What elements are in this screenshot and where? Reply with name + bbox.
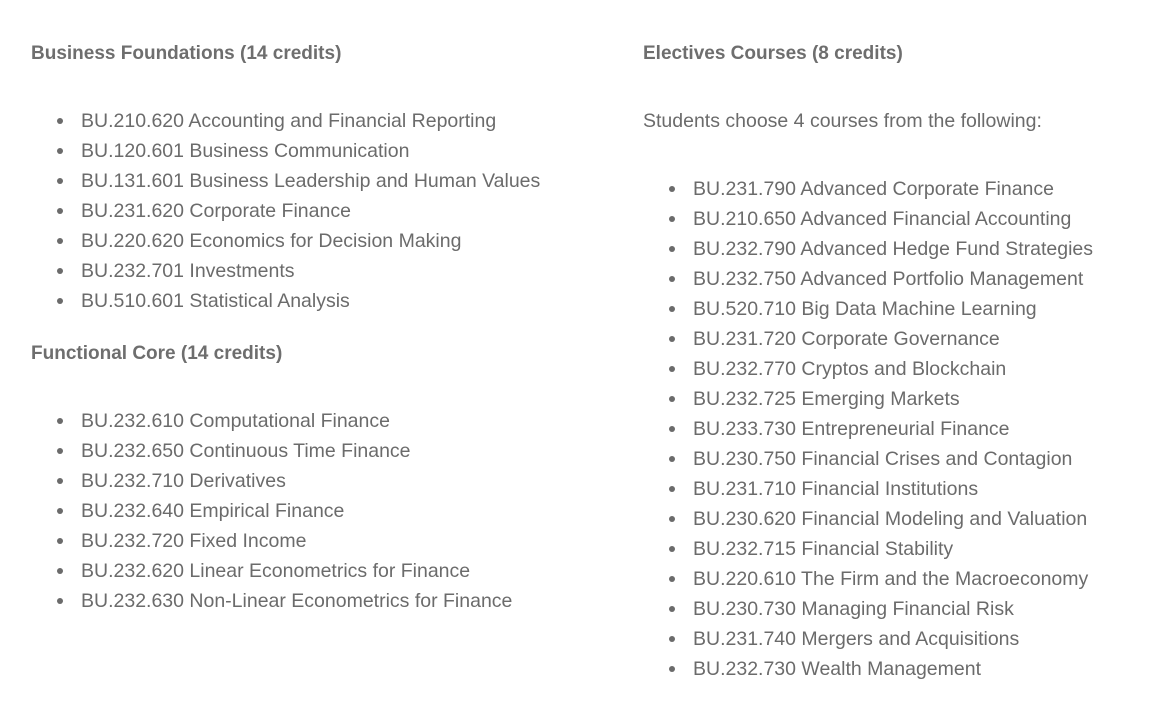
bullet-icon: [669, 336, 675, 342]
course-label: BU.231.790 Advanced Corporate Finance: [693, 178, 1054, 200]
bullet-icon: [669, 216, 675, 222]
bullet-icon: [669, 366, 675, 372]
course-item: [643, 354, 1093, 384]
course-label: BU.232.620 Linear Econometrics for Finance: [81, 560, 471, 582]
course-label: BU.232.790 Advanced Hedge Fund Strategies: [693, 238, 1094, 260]
course-label: BU.231.720 Corporate Governance: [693, 328, 1000, 350]
bullet-icon: [669, 666, 675, 672]
bullet-icon: [669, 396, 675, 402]
course-label: BU.232.720 Fixed Income: [81, 530, 307, 552]
course-item: [31, 106, 540, 136]
bullet-icon: [669, 576, 675, 582]
course-label: BU.233.730 Entrepreneurial Finance: [693, 418, 1010, 440]
bullet-icon: [57, 418, 63, 424]
course-label: BU.232.630 Non-Linear Econometrics for Finance: [81, 590, 513, 612]
bullet-icon: [669, 246, 675, 252]
bullet-icon: [669, 486, 675, 492]
course-label: BU.120.601 Business Communication: [81, 140, 410, 162]
course-item: [643, 294, 1093, 324]
course-item: [643, 264, 1093, 294]
functional-core-list: [31, 406, 512, 616]
course-item: [643, 504, 1093, 534]
course-item: [643, 324, 1093, 354]
course-label: BU.230.620 Financial Modeling and Valuation: [693, 508, 1088, 530]
course-label: BU.232.730 Wealth Management: [693, 658, 981, 680]
course-item: [31, 526, 512, 556]
bullet-icon: [669, 276, 675, 282]
bullet-icon: [57, 268, 63, 274]
course-label: BU.232.770 Cryptos and Blockchain: [693, 358, 1007, 380]
course-item: [643, 564, 1093, 594]
bullet-icon: [57, 508, 63, 514]
electives-intro: Students choose 4 courses from the following:: [643, 110, 1042, 132]
bullet-icon: [669, 186, 675, 192]
bullet-icon: [669, 636, 675, 642]
bullet-icon: [669, 546, 675, 552]
course-item: [31, 496, 512, 526]
functional-core-heading: Functional Core (14 credits): [31, 343, 283, 364]
bullet-icon: [669, 426, 675, 432]
course-label: BU.232.715 Financial Stability: [693, 538, 954, 560]
course-item: [31, 256, 540, 286]
course-label: BU.230.730 Managing Financial Risk: [693, 598, 1014, 620]
course-item: [643, 534, 1093, 564]
course-label: BU.210.650 Advanced Financial Accounting: [693, 208, 1072, 230]
electives-heading: Electives Courses (8 credits): [643, 43, 903, 64]
course-label: BU.232.701 Investments: [81, 260, 295, 282]
bullet-icon: [57, 148, 63, 154]
course-item: [31, 406, 512, 436]
course-item: [31, 556, 512, 586]
course-label: BU.231.740 Mergers and Acquisitions: [693, 628, 1020, 650]
electives-list: [643, 174, 1093, 684]
course-item: [643, 654, 1093, 684]
bullet-icon: [669, 456, 675, 462]
course-label: BU.232.610 Computational Finance: [81, 410, 390, 432]
course-label: BU.232.650 Continuous Time Finance: [81, 440, 411, 462]
bullet-icon: [57, 598, 63, 604]
course-item: [31, 286, 540, 316]
course-label: BU.510.601 Statistical Analysis: [81, 290, 350, 312]
bullet-icon: [57, 538, 63, 544]
course-label: BU.232.710 Derivatives: [81, 470, 286, 492]
business-foundations-list: [31, 106, 540, 316]
course-label: BU.220.610 The Firm and the Macroeconomy: [693, 568, 1089, 590]
course-label: BU.231.710 Financial Institutions: [693, 478, 979, 500]
course-item: [31, 586, 512, 616]
course-item: [643, 204, 1093, 234]
course-item: [31, 196, 540, 226]
course-label: BU.210.620 Accounting and Financial Reporting: [81, 110, 497, 132]
course-label: BU.232.725 Emerging Markets: [693, 388, 960, 410]
bullet-icon: [57, 448, 63, 454]
course-item: [31, 226, 540, 256]
course-item: [643, 594, 1093, 624]
bullet-icon: [57, 208, 63, 214]
course-item: [643, 384, 1093, 414]
course-label: BU.131.601 Business Leadership and Human Values: [81, 170, 541, 192]
course-label: BU.232.750 Advanced Portfolio Management: [693, 268, 1084, 290]
bullet-icon: [669, 516, 675, 522]
course-item: [31, 466, 512, 496]
course-label: BU.520.710 Big Data Machine Learning: [693, 298, 1037, 320]
bullet-icon: [57, 178, 63, 184]
course-item: [643, 174, 1093, 204]
bullet-icon: [57, 478, 63, 484]
course-label: BU.232.640 Empirical Finance: [81, 500, 345, 522]
course-item: [643, 414, 1093, 444]
bullet-icon: [669, 306, 675, 312]
bullet-icon: [669, 606, 675, 612]
course-label: BU.220.620 Economics for Decision Making: [81, 230, 462, 252]
course-item: [643, 474, 1093, 504]
bullet-icon: [57, 298, 63, 304]
course-label: BU.230.750 Financial Crises and Contagion: [693, 448, 1073, 470]
course-item: [31, 436, 512, 466]
course-label: BU.231.620 Corporate Finance: [81, 200, 351, 222]
course-item: [643, 624, 1093, 654]
bullet-icon: [57, 568, 63, 574]
bullet-icon: [57, 118, 63, 124]
bullet-icon: [57, 238, 63, 244]
business-foundations-heading: Business Foundations (14 credits): [31, 43, 342, 64]
course-item: [643, 234, 1093, 264]
course-item: [31, 136, 540, 166]
course-item: [643, 444, 1093, 474]
course-item: [31, 166, 540, 196]
